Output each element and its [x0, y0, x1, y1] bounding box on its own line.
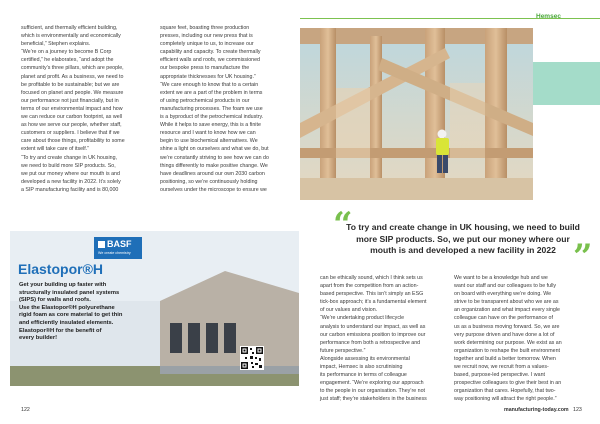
text-line: While it helps to save energy, this is a finite [160, 122, 261, 129]
timber-frame-image [300, 28, 533, 200]
text-line: strive to be transparent about who we are as [454, 299, 559, 306]
text-line: beneficial,” Stephen explains. [21, 41, 91, 48]
text-line: organization that cares. Hopefully, that two- [454, 388, 556, 395]
text-line: begin to use biochemical alternatives. We [160, 138, 258, 145]
text-line: developed a new facility in 2022. It’s solely [21, 178, 121, 185]
left-page-number: 122 [21, 407, 30, 413]
ad-text-line: Use the Elastopor®H polyurethane [19, 304, 115, 311]
ad-body-text [19, 282, 169, 343]
text-line: community’s three pillars, which are people, [21, 65, 124, 72]
ad-text-line: (SIPS) for walls and roofs. [19, 297, 91, 304]
text-line: we need to build more SIP products. So, [21, 162, 116, 169]
text-line: we’re constantly striving to see how we can do [160, 154, 269, 161]
text-line: we recruit now, we recruit from a values- [454, 364, 549, 371]
text-line: efficient walls and roofs, we commissioned [160, 57, 260, 64]
text-line: engagement. “We’re exploring our approach [320, 380, 424, 387]
text-line: us as a business moving forward. So, we are [454, 323, 560, 330]
basf-square-icon [98, 241, 105, 248]
text-line: square feet, boasting three production [160, 25, 250, 31]
text-line: apart from the competition from an action- [320, 283, 419, 290]
basf-advertisement[interactable] [10, 231, 299, 386]
text-line: “To try and create change in UK housing, [21, 154, 117, 161]
text-line: performance from both a retrospective and [320, 339, 421, 346]
text-line: way positioning will attract the right people.” [454, 396, 557, 403]
ad-text-line: and efficiently insulated elements. [19, 319, 114, 326]
text-line: resource and I want to know how we can [160, 130, 256, 137]
text-line: very purpose driven and have done a lot of [454, 331, 555, 338]
text-line: have deadlines around our own 2030 carbon [160, 170, 265, 177]
text-line: We want to be a knowledge hub and we [454, 275, 548, 281]
close-quote-icon: ” [573, 237, 593, 277]
text-line: shine a light on ourselves and what we do, but [160, 146, 269, 153]
ad-text-line: structurally insulated panel systems [19, 289, 120, 296]
pull-quote: To try and create change in UK housing, we need to build more SIP products. So, we put our money where our mouth is and developed a new facility in 2022 [346, 222, 580, 256]
text-line: presses, including our new press that is [160, 33, 253, 40]
text-line: on board with everything we’re doing. We [454, 291, 552, 298]
text-line: just staff; they’re stakeholders in the business [320, 396, 427, 403]
text-line: tick-box approach; it’s a fundamental element [320, 299, 427, 306]
text-line: we can reduce our carbon footprint, as well [21, 114, 122, 121]
ad-product-name: Elastopor®H [18, 261, 103, 277]
text-line: care about those things, profitability to some [21, 138, 125, 145]
text-line: completely unique to us, to increase our [160, 41, 254, 48]
text-line: organization to reshape the built environment [454, 347, 561, 354]
basf-logo-text: BASF [98, 239, 132, 249]
text-line: our bespoke press to manufacture the [160, 65, 250, 72]
text-line: positioning, so we’re continuously holding [160, 178, 258, 185]
text-line: extent will take care of itself.” [21, 146, 90, 153]
text-line: appropriate thicknesses for UK housing.” [160, 73, 256, 80]
text-line: of our values and vision. [320, 307, 378, 314]
text-line: be profitable to be sustainable; but we are [21, 81, 120, 88]
text-line: to the people in our organisation. They’re not [320, 388, 426, 395]
text-line: planet and profit. As a business, we need to [21, 73, 124, 80]
text-line: focused on planet and people. We measure [21, 89, 124, 96]
text-line: our performance not just financially, but in [21, 97, 119, 104]
text-line: a SIP manufacturing facility and is 80,000 [21, 186, 119, 193]
text-line: terms of our environmental impact and how [21, 105, 123, 112]
site-url[interactable]: manufacturing-today.com [504, 407, 569, 413]
text-line: work determining our purpose. We exist as an [454, 339, 562, 346]
text-line: its performance in terms of colleague [320, 372, 407, 379]
photo-margin-block [533, 62, 600, 105]
basf-tagline: We create chemistry [98, 251, 131, 255]
text-line: sufficient, and thermally efficient building, [21, 25, 118, 31]
text-line: certified,” he elaborates, “and adopt the [21, 57, 114, 64]
text-line: together and build a better tomorrow. When [454, 355, 556, 362]
construction-photo [300, 28, 533, 200]
text-line: of using petrochemical products in our [160, 97, 250, 104]
text-line: future perspective.” [320, 347, 366, 354]
qr-code[interactable] [240, 346, 264, 370]
text-line: prospective colleagues to give their best in an [454, 380, 562, 387]
ad-text-line: rigid foam as core material to get thin [19, 312, 123, 319]
text-line: analysis to understand our impact, as well as [320, 323, 426, 330]
text-line: things differently to make positive change. We [160, 162, 268, 169]
text-line: Alongside assessing its environmental [320, 355, 410, 362]
right-text-column-2 [454, 274, 594, 404]
text-line: capability and capacity. To create thermally [160, 49, 261, 56]
text-line: “We care enough to know that to a certain [160, 81, 259, 88]
qr-code-icon [240, 346, 264, 370]
left-text-column-1 [21, 24, 159, 194]
text-line: based perspective. This isn’t simply an ESG [320, 291, 424, 298]
text-line: we put our money where our mouth is and [21, 170, 120, 177]
text-line: colleague can have on the performance of [454, 315, 553, 322]
ad-text-line: every builder! [19, 335, 58, 342]
text-line: manufacturing processes. The foam we use [160, 105, 263, 112]
basf-logo-box [94, 237, 142, 259]
text-line: extent we are a part of the problem in terms [160, 89, 263, 96]
open-quote-icon: “ [333, 205, 353, 245]
brand-label: Hemsec [536, 13, 561, 20]
text-line: ourselves under the microscope to ensure we [160, 186, 267, 193]
right-page-number: 123 [573, 407, 582, 413]
text-line: “We’re undertaking product lifecycle [320, 315, 405, 322]
text-line: can be ethically sound, which I think sets us [320, 275, 423, 281]
text-line: our carbon emissions position to improve our [320, 331, 426, 338]
left-text-column-2 [160, 24, 300, 194]
text-line: based, purpose-led perspective. I want [454, 372, 545, 379]
text-line: is a byproduct of the petrochemical industry. [160, 114, 264, 121]
right-text-column-1 [320, 274, 460, 404]
text-line: “We’re on a journey to become B Corp [21, 49, 112, 56]
text-line: want our staff and our colleagues to be fully [454, 283, 557, 290]
ad-text-line: Elastopor®H for the benefit of [19, 327, 102, 334]
text-line: customers or suppliers. I believe that if we [21, 130, 120, 137]
text-line: as how we serve our people, whether staff, [21, 122, 122, 129]
text-line: which is environmentally and economically [21, 33, 121, 40]
text-line: an organization and what impact every single [454, 307, 560, 314]
ad-text-line: Get your building up faster with [19, 282, 107, 288]
text-line: impact, Hemsec is also scrutinising [320, 364, 403, 371]
